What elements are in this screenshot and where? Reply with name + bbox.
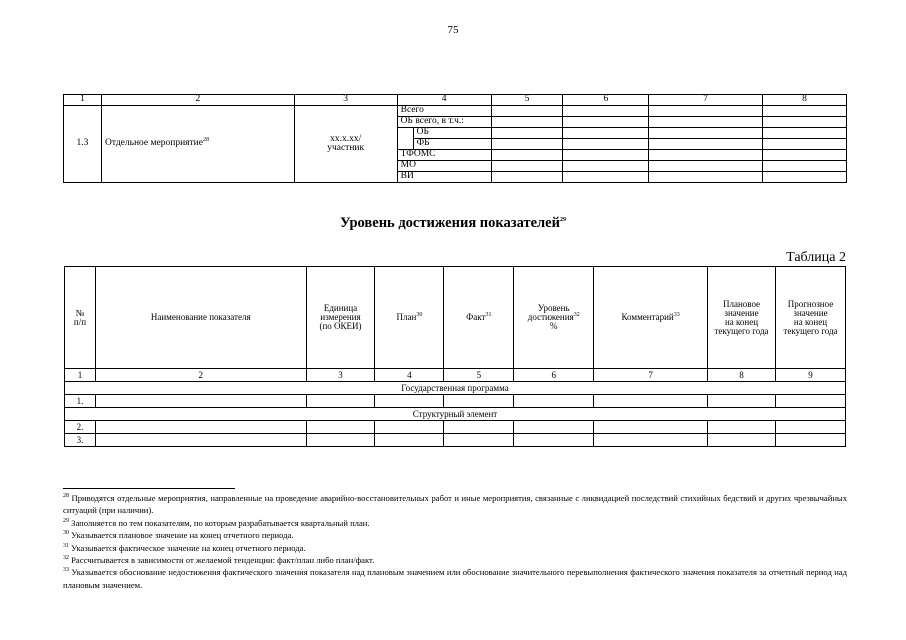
col-number: 7 bbox=[594, 369, 708, 382]
source-tfoms: ТФОМС bbox=[397, 150, 491, 161]
row-number: 1.3 bbox=[64, 106, 102, 183]
footnote: $^{29}$ Заполняется по тем показателям, по которым разрабатывается квартальный план. bbox=[63, 517, 370, 528]
events-table bbox=[63, 94, 847, 183]
table-label: Таблица 2 bbox=[786, 250, 846, 265]
source-vi: ВИ bbox=[397, 172, 491, 183]
col-header: 5 bbox=[491, 95, 563, 106]
footnote: $^{33}$ Указывается обоснование недостижения фактического значения показателя над плановым значением или обоснование значительного перевыполнения фактического значения показателя за отчетный период над плановым значением. bbox=[63, 567, 847, 590]
col-number: 8 bbox=[708, 369, 776, 382]
col-header: 2 bbox=[101, 95, 294, 106]
col-number: 1 bbox=[65, 369, 96, 382]
col-header: 6 bbox=[563, 95, 649, 106]
source-total: Всего bbox=[397, 106, 491, 117]
event-name: Отдельное мероприятие$^{28}$ bbox=[101, 106, 294, 183]
table-row bbox=[64, 106, 847, 117]
header-comment: Комментарий$^{33}$ bbox=[594, 267, 708, 369]
header-num: № п/п bbox=[65, 267, 96, 369]
table-row bbox=[65, 434, 846, 447]
indicators-table bbox=[64, 266, 846, 447]
header-planned-value: Плановое значение на конец текущего года bbox=[708, 267, 776, 369]
section-row bbox=[65, 382, 846, 395]
col-number: 2 bbox=[95, 369, 306, 382]
header-name: Наименование показателя bbox=[95, 267, 306, 369]
footnote: $^{30}$ Указывается плановое значение на конец отчетного периода. bbox=[63, 530, 294, 541]
page-number: 75 bbox=[447, 24, 459, 36]
footnotes bbox=[63, 492, 847, 591]
col-header: 8 bbox=[763, 95, 847, 106]
column-numbers-row bbox=[65, 369, 846, 382]
col-number: 5 bbox=[444, 369, 514, 382]
col-number: 9 bbox=[775, 369, 845, 382]
col-header: 4 bbox=[397, 95, 491, 106]
row-number: 2. bbox=[65, 421, 96, 434]
source-ob-total: ОБ всего, в т.ч.: bbox=[397, 117, 491, 128]
row-number: 3. bbox=[65, 434, 96, 447]
table-header-row bbox=[65, 267, 846, 369]
header-level: Уровень достижения$^{32}$ % bbox=[514, 267, 594, 369]
section-row bbox=[65, 408, 846, 421]
header-unit: Единица измерения (по ОКЕИ) bbox=[306, 267, 375, 369]
header-forecast-value: Прогнозное значение на конец текущего года bbox=[775, 267, 845, 369]
source-ob: ОБ bbox=[413, 128, 491, 139]
row-number: 1. bbox=[65, 395, 96, 408]
header-fact: Факт$^{31}$ bbox=[444, 267, 514, 369]
event-code: хх.х.хх/ участник bbox=[294, 106, 397, 183]
footnote: $^{31}$ Указывается фактическое значение на конец отчетного периода. bbox=[63, 542, 306, 553]
col-header: 7 bbox=[649, 95, 763, 106]
source-fb: ФБ bbox=[413, 139, 491, 150]
section-structural-element: Структурный элемент bbox=[65, 408, 846, 421]
col-header: 1 bbox=[64, 95, 102, 106]
col-header: 3 bbox=[294, 95, 397, 106]
source-mo: МО bbox=[397, 161, 491, 172]
col-number: 4 bbox=[375, 369, 444, 382]
table-row bbox=[65, 395, 846, 408]
footnote: $^{28}$ Приводятся отдельные мероприятия, направленные на проведение аварийно-восстановительных работ и иные мероприятия, связанные с ликвидацией последствий стихийных бедствий и других чрезвычайных ситуаций (при наличии). bbox=[63, 493, 847, 516]
col-number: 3 bbox=[306, 369, 375, 382]
table-header-row bbox=[64, 95, 847, 106]
section-title: Уровень достижения показателей$^{29}$ bbox=[340, 215, 566, 231]
header-plan: План$^{30}$ bbox=[375, 267, 444, 369]
footnote: $^{32}$ Рассчитывается в зависимости от желаемой тенденции: факт/план либо план/факт. bbox=[63, 555, 375, 566]
col-number: 6 bbox=[514, 369, 594, 382]
table-row bbox=[65, 421, 846, 434]
footnote-divider bbox=[63, 488, 235, 489]
section-state-program: Государственная программа bbox=[65, 382, 846, 395]
